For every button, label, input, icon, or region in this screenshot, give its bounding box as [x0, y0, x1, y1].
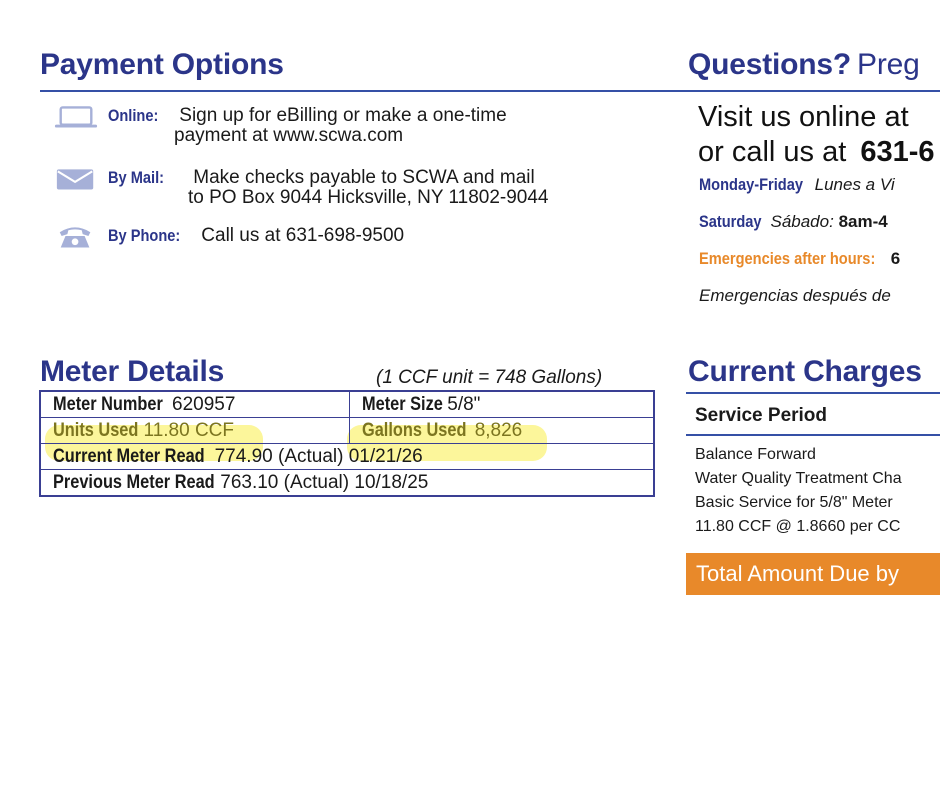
call-us-number: 631-6 [860, 136, 935, 168]
emergency-label: Emergencies after hours: [699, 249, 876, 268]
units-used-cell [40, 418, 350, 444]
meter-number-label: Meter Number [53, 393, 163, 415]
total-amount-due-label: Total Amount Due by [696, 561, 900, 586]
table-row [40, 470, 654, 497]
phone-text: Call us at 631-698-9500 [201, 225, 405, 246]
online-text-line1: Sign up for eBilling or make a one-time [179, 105, 507, 126]
charges-divider-top [686, 392, 940, 394]
total-amount-due-bar [686, 553, 940, 595]
gallons-used-cell [350, 418, 655, 444]
questions-subtitle: Preg [857, 48, 920, 81]
table-row [40, 391, 654, 418]
mail-label: By Mail: [108, 168, 165, 187]
gallons-used-label: Gallons Used [362, 419, 467, 441]
laptop-icon [54, 106, 98, 128]
phone-label: By Phone: [108, 226, 181, 245]
charges-divider-bottom [686, 434, 940, 436]
mail-text-line1: Make checks payable to SCWA and mail [193, 167, 535, 188]
emergency-line [699, 249, 900, 269]
weekday-hours [699, 175, 895, 195]
questions-title: Questions? [688, 48, 852, 81]
units-used-value: 11.80 CCF [143, 419, 234, 441]
emergency-number: 6 [890, 249, 901, 268]
mail-text-line2: to PO Box 9044 Hicksville, NY 11802-9044 [188, 187, 549, 208]
previous-read-value: 763.10 (Actual) 10/18/25 [220, 471, 429, 493]
meter-number-cell [40, 391, 350, 418]
gallons-used-value: 8,826 [474, 419, 523, 441]
visit-online-text: Visit us online at [698, 101, 909, 133]
call-us-prefix: or call us at [698, 136, 847, 168]
emergency-spanish-line [699, 286, 891, 306]
call-us-line [698, 135, 935, 169]
weekday-label: Monday-Friday [699, 175, 803, 194]
ccf-conversion-note: (1 CCF unit = 748 Gallons) [376, 367, 603, 388]
charge-line: Basic Service for 5/8" Meter [695, 494, 893, 511]
online-label: Online: [108, 106, 159, 125]
meter-size-value: 5/8" [447, 393, 481, 415]
service-period-header: Service Period [695, 405, 828, 426]
meter-details-table [39, 390, 655, 497]
envelope-icon [54, 168, 98, 190]
previous-read-label: Previous Meter Read [53, 471, 215, 493]
units-used-label: Units Used [53, 419, 139, 441]
meter-number-value: 620957 [172, 393, 236, 415]
current-read-cell [40, 444, 654, 470]
current-charges-heading: Current Charges [688, 355, 922, 388]
online-text-line2: payment at www.scwa.com [174, 125, 404, 146]
table-row [40, 444, 654, 470]
saturday-hours-value: 8am-4 [838, 212, 888, 231]
meter-size-cell [350, 391, 655, 418]
current-read-value: 774.90 (Actual) 01/21/26 [214, 445, 423, 467]
previous-read-cell [40, 470, 654, 497]
meter-size-label: Meter Size [362, 393, 443, 415]
charge-line: Water Quality Treatment Cha [695, 470, 902, 487]
table-row [40, 418, 654, 444]
header-divider [40, 90, 940, 92]
payment-option-mail [54, 168, 549, 208]
saturday-spanish: Sábado: [770, 212, 834, 231]
charge-line: 11.80 CCF @ 1.8660 per CC [695, 518, 901, 535]
payment-options-heading: Payment Options [40, 48, 284, 81]
payment-option-phone [54, 226, 404, 248]
current-read-label: Current Meter Read [53, 445, 205, 467]
saturday-label: Saturday [699, 212, 762, 231]
meter-details-heading: Meter Details [40, 355, 225, 388]
payment-option-online [54, 106, 507, 146]
saturday-hours [699, 212, 888, 232]
emergency-spanish: Emergencias después de [699, 286, 891, 305]
charge-line: Balance Forward [695, 446, 816, 463]
questions-heading [688, 50, 920, 80]
telephone-icon [54, 226, 98, 248]
weekday-spanish: Lunes a Vi [814, 175, 895, 194]
